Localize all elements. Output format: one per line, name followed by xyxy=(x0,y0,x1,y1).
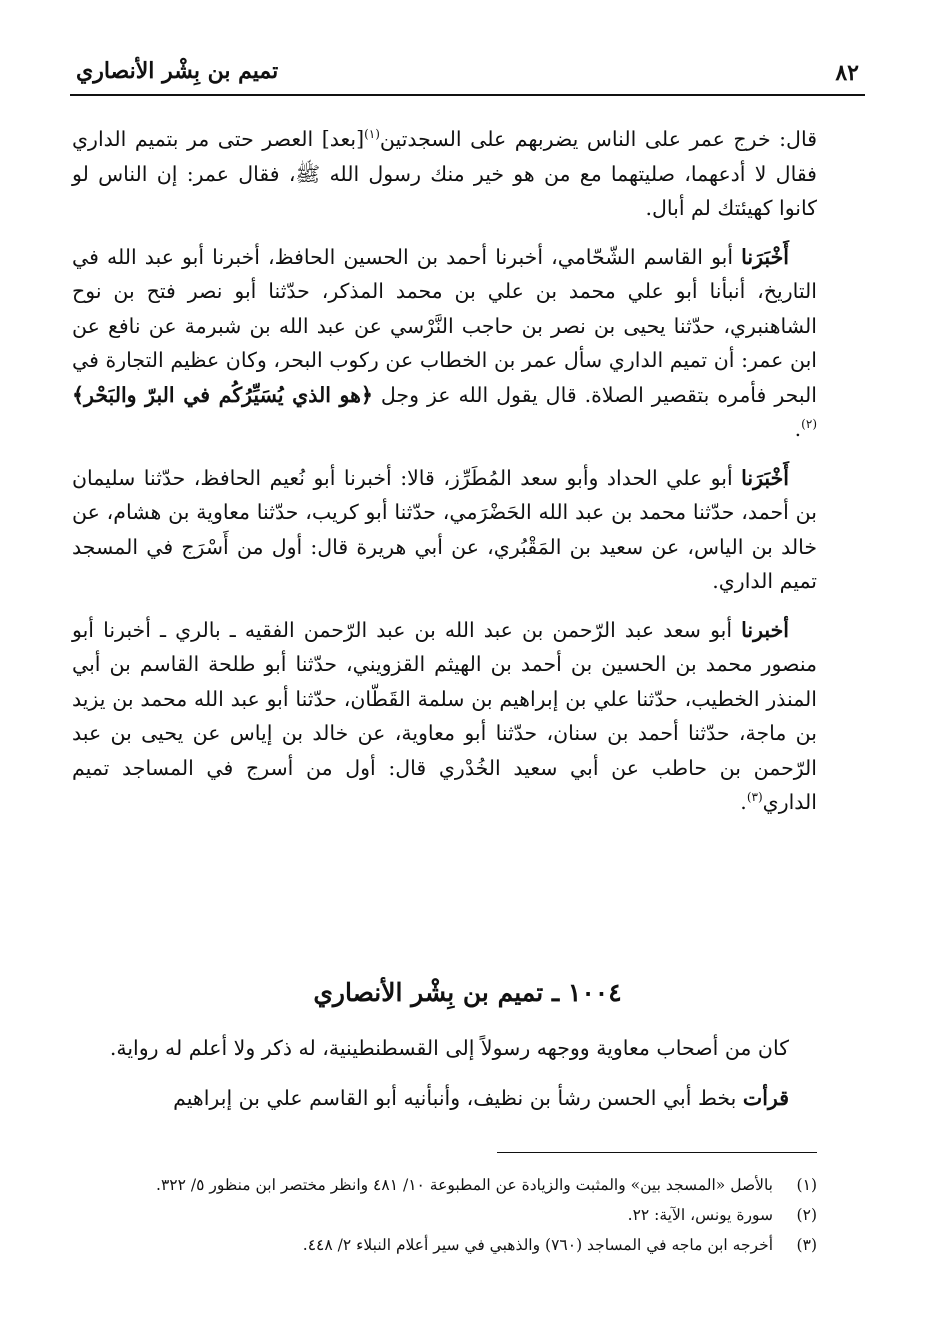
paragraph-2 xyxy=(72,240,817,447)
footnote-3 xyxy=(118,1230,817,1260)
quran-quote: ﴿هو الذي يُسَيِّرُكُم في البرّ والبَحْر﴾ xyxy=(72,382,373,407)
footnote-divider xyxy=(497,1152,817,1153)
page-number: ٨٢ xyxy=(835,60,859,86)
paragraph-4 xyxy=(72,613,817,820)
paragraph-lead: أخبرنا xyxy=(741,617,789,642)
paragraph-text: [بعد] العصر حتى مر بتميم الداري فقال لا أدعهما، صليتهما مع من هو خير منك رسول الله ﷺ، فقال عمر: إن الناس لو كانوا كهيئتك لم أبال. xyxy=(72,127,817,220)
footnote-ref-2: (٢) xyxy=(801,417,817,432)
paragraph-text: قال: خرج عمر على الناس يضربهم على السجدتين xyxy=(379,127,817,151)
paragraph-text: . xyxy=(740,790,747,814)
page-header xyxy=(70,58,865,96)
running-title: تميم بن بِشْر الأنصاري xyxy=(76,58,279,84)
entry-line-2 xyxy=(72,1080,817,1116)
footnotes xyxy=(118,1170,817,1260)
entry-line-1 xyxy=(72,1030,817,1066)
paragraph-text: أبو القاسم الشّحّامي، أخبرنا أحمد بن الحسين الحافظ، أخبرنا أبو عبد الله في التاريخ، أنبأنا أبو علي محمد بن علي بن محمد المذكر، حدّثنا أبو نصر فتح بن نوح الشاهنبري، حدّثنا يحيى بن نصر بن حاجب النَّرْسي عن عبد الله بن شبرمة عن نافع عن ابن عمر: أن تميم الداري سأل عمر بن الخطاب عن ركوب البحر، وكان عظيم التجارة في البحر فأمره بتقصير الصلاة. قال يقول الله عز وجل xyxy=(72,244,817,407)
main-text xyxy=(72,122,817,834)
footnote-text: بالأصل «المسجد بين» والمثبت والزيادة عن المطبوعة ١٠/ ٤٨١ وانظر مختصر ابن منظور ٥/ ٣٢٢. xyxy=(156,1176,773,1194)
footnote-number: (٣) xyxy=(796,1236,817,1254)
paragraph-lead: أَخْبَرَنا xyxy=(741,244,789,269)
paragraph-1 xyxy=(72,122,817,226)
footnote-2 xyxy=(118,1200,817,1230)
paragraph-text: . xyxy=(794,417,802,441)
footnote-1 xyxy=(118,1170,817,1200)
entry-heading: ١٠٠٤ ـ تميم بن بِشْر الأنصاري xyxy=(313,978,622,1007)
paragraph-3 xyxy=(72,461,817,599)
footnote-text: أخرجه ابن ماجه في المساجد (٧٦٠) والذهبي في سير أعلام النبلاء ٢/ ٤٤٨. xyxy=(302,1236,773,1254)
footnote-ref-1: (١) xyxy=(364,127,380,142)
entry-text-line: كان من أصحاب معاوية ووجهه رسولاً إلى القسطنطينية، له ذكر ولا أعلم له رواية. xyxy=(109,1036,789,1060)
paragraph-lead: أَخْبَرَنا xyxy=(741,465,789,490)
entry-text-line: بخط أبي الحسن رشأ بن نظيف، وأنبأنيه أبو القاسم علي بن إبراهيم xyxy=(173,1086,737,1110)
footnote-number: (١) xyxy=(796,1176,817,1194)
footnote-ref-3: (٣) xyxy=(746,790,763,805)
footnote-text: سورة يونس، الآية: ٢٢. xyxy=(627,1206,773,1224)
footnote-number: (٢) xyxy=(796,1206,817,1224)
entry-text xyxy=(72,1030,817,1130)
paragraph-text: أبو سعد عبد الرّحمن بن عبد الله بن عبد الرّحمن الفقيه ـ بالري ـ أخبرنا أبو منصور محمد بن الحسين بن أحمد بن الهيثم القزويني، حدّثنا أبو طلحة القاسم بن أبي المنذر الخطيب، حدّثنا علي بن إبراهيم بن سلمة القَطّان، حدّثنا أبو عبد الله محمد بن يزيد بن ماجة، حدّثنا أحمد بن سنان، حدّثنا أبو معاوية، عن خالد بن إياس عن يحيى بن عبد الرّحمن بن حاطب عن أبي سعيد الخُدْري قال: أول من أسرج في المساجد تميم الداري xyxy=(72,617,817,814)
paragraph-text: أبو علي الحداد وأبو سعد المُطَرِّز، قالا: أخبرنا أبو نُعيم الحافظ، حدّثنا سليمان بن أحمد، حدّثنا محمد بن عبد الله الحَضْرَمي، حدّثنا أبو كريب، حدّثنا معاوية بن هشام، عن خالد بن الياس، عن سعيد بن المَقْبُري، عن أبي هريرة قال: أول من أَسْرَج في المسجد تميم الداري. xyxy=(72,465,817,593)
paragraph-lead: قرأت xyxy=(742,1086,789,1110)
